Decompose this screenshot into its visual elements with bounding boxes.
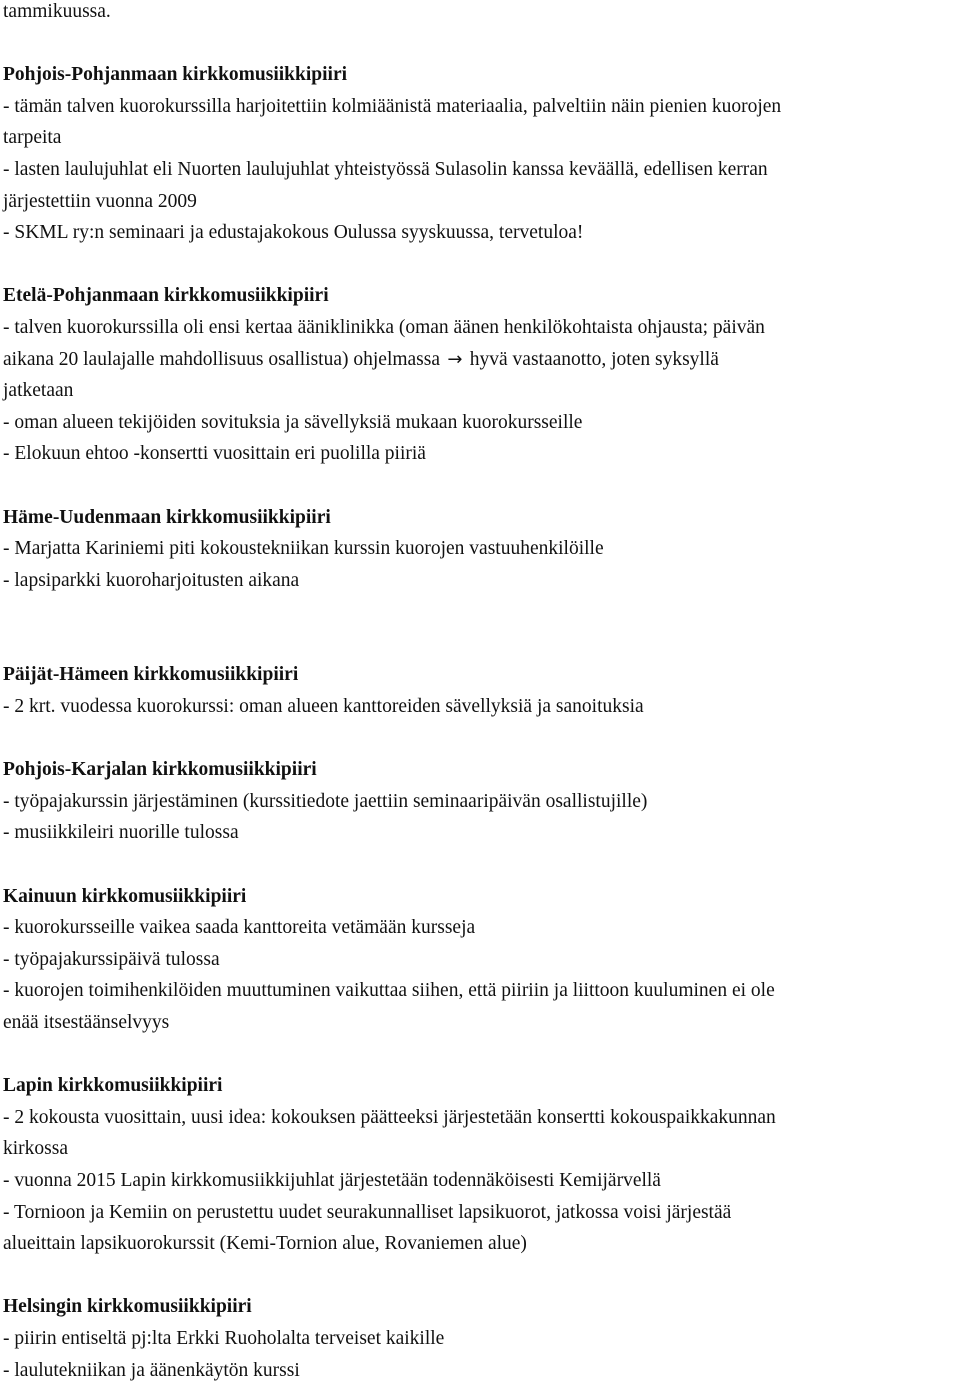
section-line: - laulutekniikan ja äänenkäytön kurssi <box>3 1359 300 1381</box>
section-line-with-arrow <box>3 344 958 376</box>
section-line: kirkossa <box>3 1138 68 1160</box>
section-heading: Päijät-Hämeen kirkkomusiikkipiiri <box>3 664 299 686</box>
section-line: - talven kuorokurssilla oli ensi kertaa ääniklinikka (oman äänen henkilökohtaista ohjausta; päivän <box>3 316 765 338</box>
section-line: - musiikkileiri nuorille tulossa <box>3 822 239 844</box>
section-line: - lapsiparkki kuoroharjoitusten aikana <box>3 569 300 591</box>
spacer <box>3 249 958 281</box>
section-line: - kuorokursseille vaikea saada kanttoreita vetämään kursseja <box>3 917 476 939</box>
section-line: - Tornioon ja Kemiin on perustettu uudet seurakunnalliset lapsikuorot, jatkossa voisi järjestää <box>3 1201 732 1223</box>
section-line: - oman alueen tekijöiden sovituksia ja sävellyksiä mukaan kuorokursseille <box>3 411 583 433</box>
right-arrow-icon: → <box>447 348 463 370</box>
section-line: tarpeita <box>3 127 62 149</box>
spacer <box>3 1260 958 1292</box>
section-heading: Helsingin kirkkomusiikkipiiri <box>3 1296 252 1318</box>
spacer <box>3 596 958 659</box>
section-line: - piirin entiseltä pj:lta Erkki Ruoholalta terveiset kaikille <box>3 1327 445 1349</box>
section-etela-pohjanmaa <box>3 280 958 470</box>
section-heading: Pohjois-Pohjanmaan kirkkomusiikkipiiri <box>3 64 348 86</box>
section-line: - Marjatta Kariniemi piti kokoustekniikan kurssin kuorojen vastuuhenkilöille <box>3 538 604 560</box>
section-kainuu <box>3 881 958 1039</box>
spacer <box>3 28 958 60</box>
section-line: jatketaan <box>3 380 74 402</box>
section-heading: Häme-Uudenmaan kirkkomusiikkipiiri <box>3 506 331 528</box>
section-lappi <box>3 1070 958 1260</box>
section-line: - työpajakurssipäivä tulossa <box>3 948 220 970</box>
spacer <box>3 1039 958 1071</box>
spacer <box>3 470 958 502</box>
section-line: - kuorojen toimihenkilöiden muuttuminen vaikuttaa siihen, että piiriin ja liittoon kuuluminen ei ole <box>3 980 775 1002</box>
section-line: - lasten laulujuhlat eli Nuorten laulujuhlat yhteistyössä Sulasolin kanssa keväällä, edellisen kerran <box>3 158 768 180</box>
section-heading: Etelä-Pohjanmaan kirkkomusiikkipiiri <box>3 285 329 307</box>
section-paijat-hame <box>3 659 958 722</box>
section-pohjois-karjala <box>3 754 958 849</box>
section-line: - 2 krt. vuodessa kuorokurssi: oman alueen kanttoreiden sävellyksiä ja sanoituksia <box>3 696 644 718</box>
section-line: - SKML ry:n seminaari ja edustajakokous Oulussa syyskuussa, tervetuloa! <box>3 222 584 244</box>
section-line: enää itsestäänselvyys <box>3 1012 170 1033</box>
section-pohjois-pohjanmaa <box>3 59 958 249</box>
section-line: - vuonna 2015 Lapin kirkkomusiikkijuhlat järjestetään todennäköisesti Kemijärvellä <box>3 1169 661 1191</box>
document-body <box>3 0 958 1386</box>
section-line: - 2 kokousta vuosittain, uusi idea: kokouksen päätteeksi järjestetään konsertti kokouspaikkakunnan <box>3 1106 776 1128</box>
section-line: - tämän talven kuorokurssilla harjoitettiin kolmiäänistä materiaalia, palveltiin näin pienien kuorojen <box>3 95 782 117</box>
section-line: alueittain lapsikuorokurssit (Kemi-Tornion alue, Rovaniemen alue) <box>3 1233 527 1255</box>
arrow-line-before: aikana 20 laulajalle mahdollisuus osallistua) ohjelmassa <box>3 348 445 370</box>
section-heading: Lapin kirkkomusiikkipiiri <box>3 1075 223 1097</box>
section-hame-uudenmaa <box>3 502 958 597</box>
arrow-line-after: hyvä vastaanotto, joten syksyllä <box>464 348 719 370</box>
section-line: järjestettiin vuonna 2009 <box>3 190 197 212</box>
spacer <box>3 849 958 881</box>
section-line: - Elokuun ehtoo -konsertti vuosittain eri puolilla piiriä <box>3 443 426 465</box>
spacer <box>3 723 958 755</box>
section-heading: Kainuun kirkkomusiikkipiiri <box>3 885 247 907</box>
section-heading: Pohjois-Karjalan kirkkomusiikkipiiri <box>3 759 317 781</box>
section-helsinki <box>3 1291 958 1386</box>
intro-fragment: tammikuussa. <box>3 1 111 22</box>
section-line: - työpajakurssin järjestäminen (kurssitiedote jaettiin seminaaripäivän osallistujille) <box>3 790 648 812</box>
